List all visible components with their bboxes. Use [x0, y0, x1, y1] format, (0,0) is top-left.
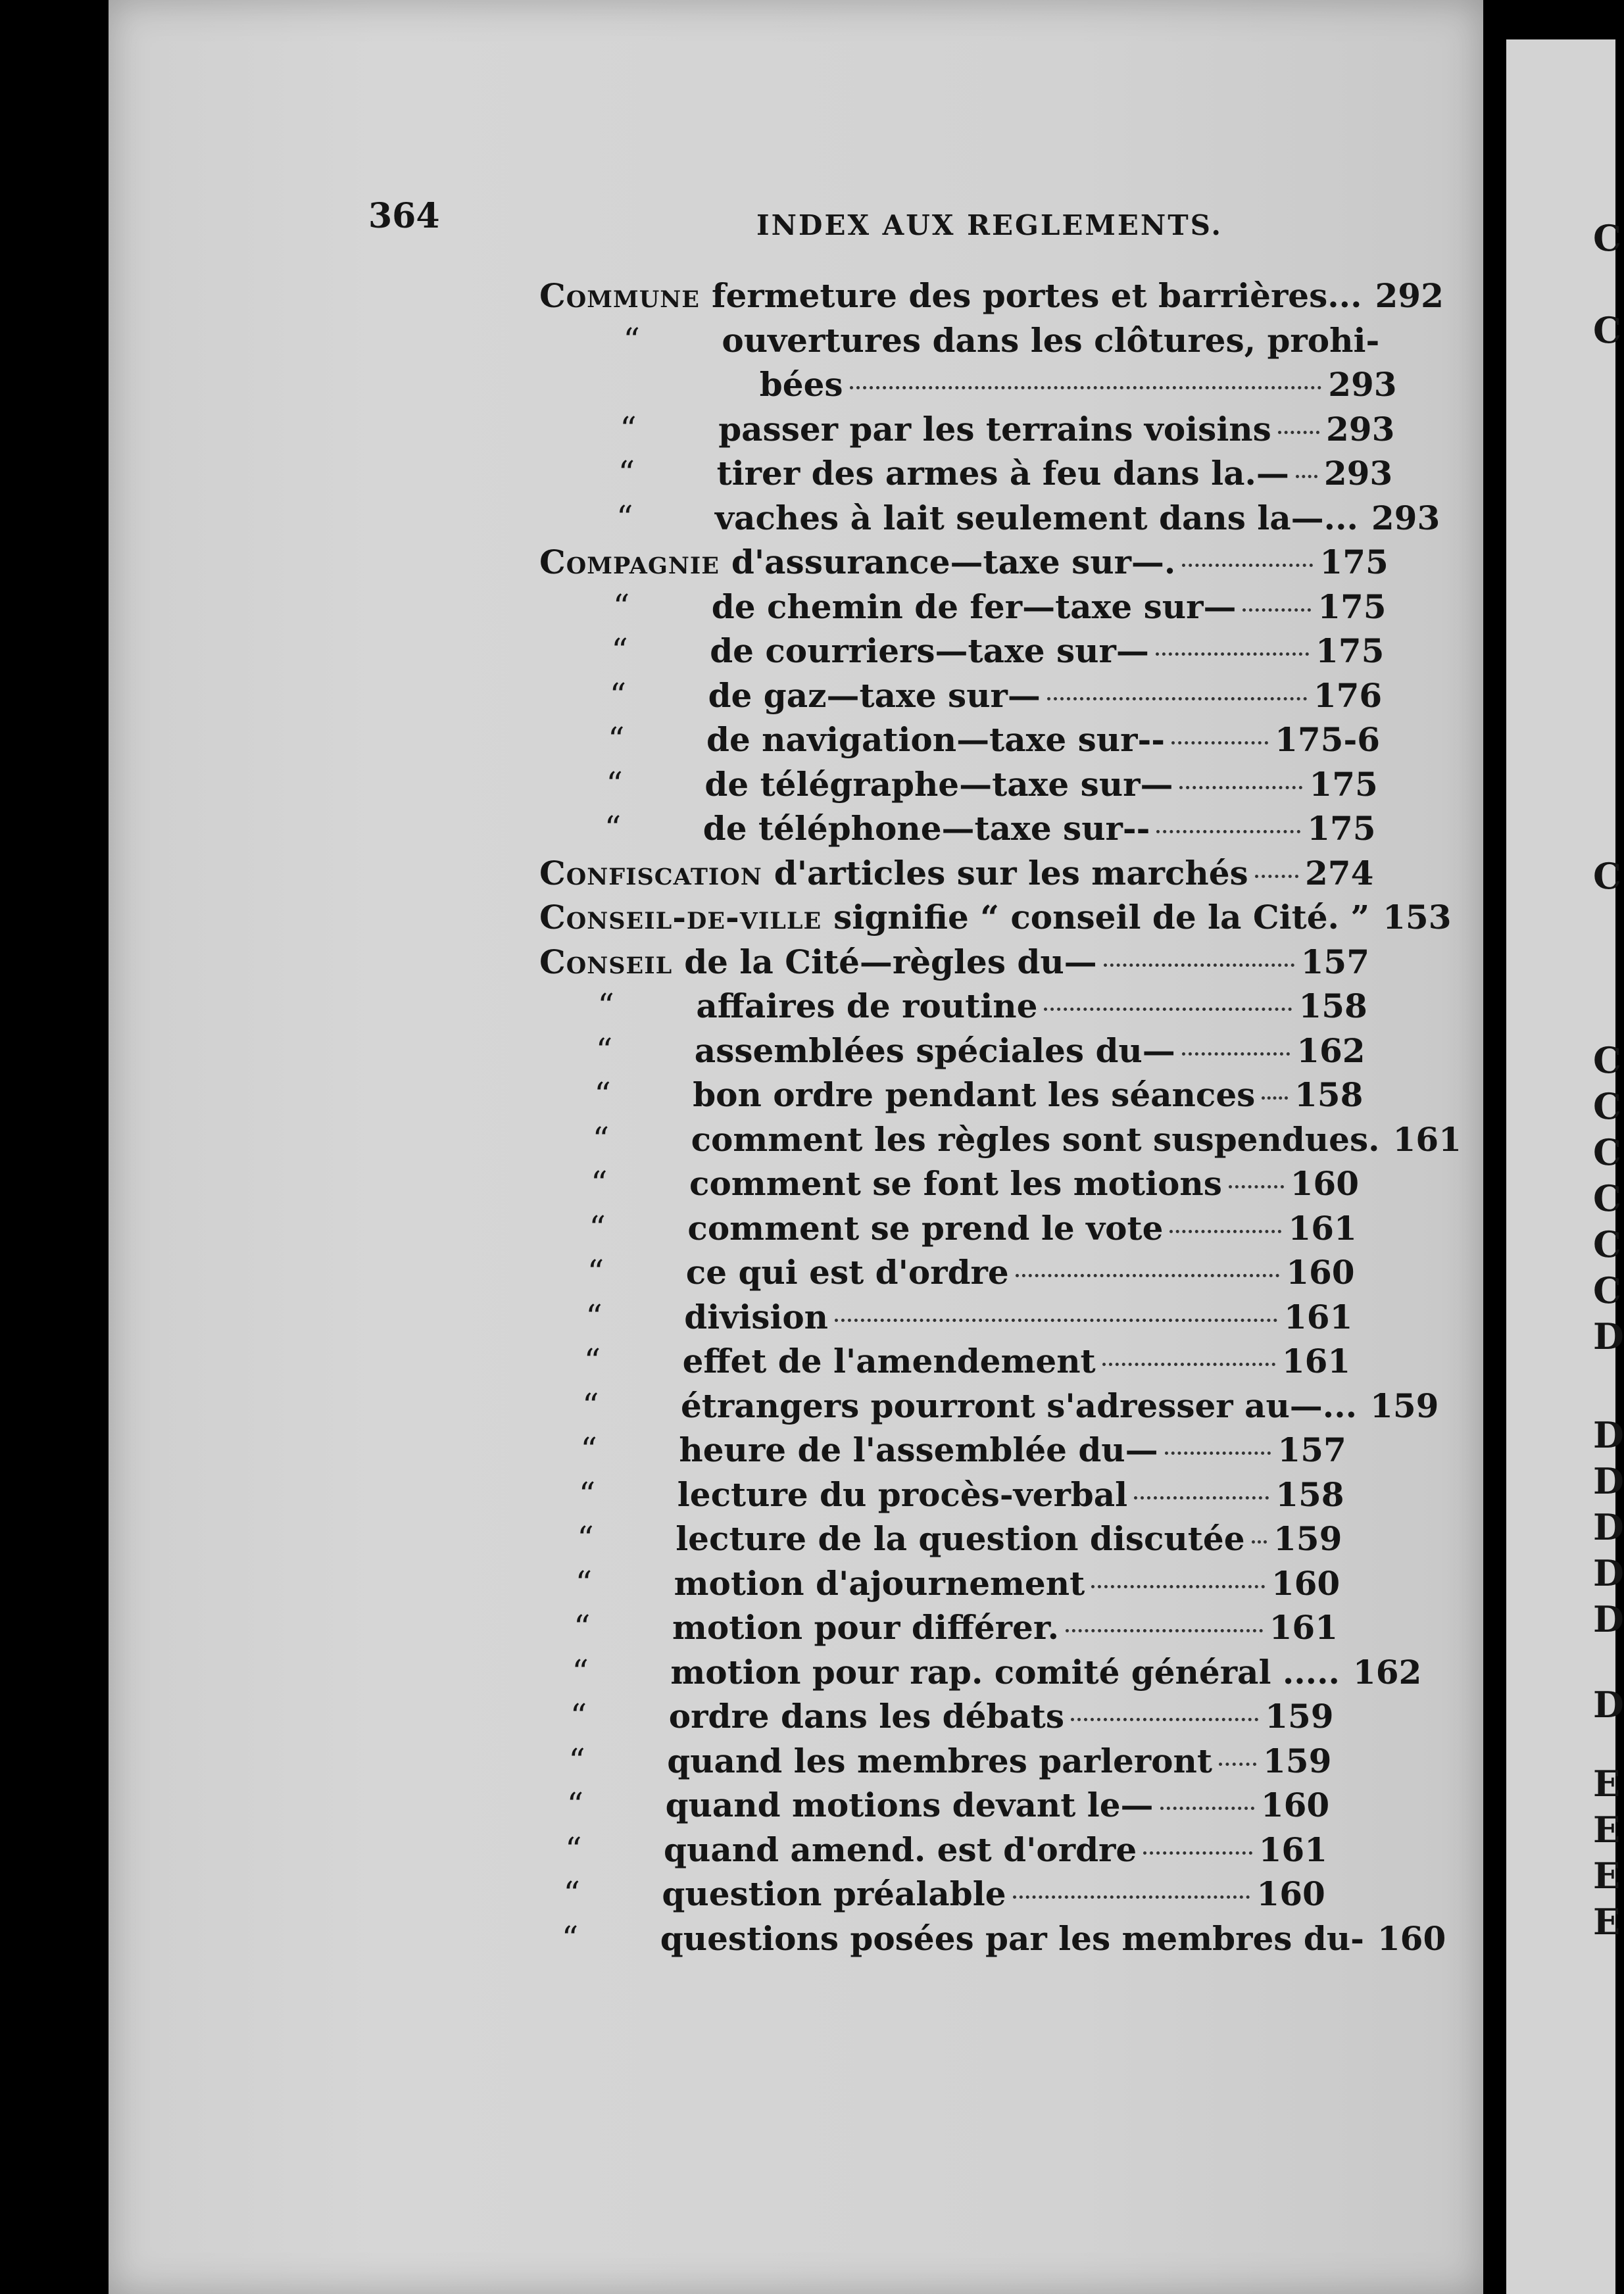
index-entry: [563, 1874, 1325, 1914]
entry-text: quand amend. est d'ordre: [664, 1830, 1137, 1869]
dot-leader: [1156, 830, 1300, 833]
page-reference: 158: [1275, 1475, 1344, 1514]
facing-page-letter: C: [1593, 1131, 1621, 1173]
entry-text: de courriers—taxe sur—: [710, 631, 1149, 670]
index-entry: [611, 631, 1385, 671]
ditto-mark: “: [565, 1830, 582, 1868]
page-reference: 161: [1258, 1830, 1327, 1869]
facing-page-letter: D: [1593, 1460, 1624, 1502]
index-entry: [568, 1741, 1332, 1781]
dot-leader: [1171, 741, 1268, 744]
index-entry: [592, 1119, 1462, 1159]
ditto-mark: “: [608, 720, 625, 758]
index-entry: [580, 1430, 1346, 1470]
entry-text: passer par les terrains voisins: [718, 409, 1271, 449]
page-reference: 162: [1296, 1031, 1366, 1070]
facing-page-letter: D: [1593, 1414, 1624, 1456]
page-reference: 274: [1305, 853, 1374, 892]
entry-heading: Conseil: [539, 942, 673, 981]
ditto-mark: “: [563, 1874, 580, 1913]
index-entry: [539, 854, 1373, 893]
ditto-mark: “: [574, 1608, 591, 1646]
dot-leader: [835, 1319, 1277, 1322]
page-reference: 293: [1323, 454, 1393, 493]
entry-text: quand motions devant le—: [665, 1786, 1154, 1824]
page-reference: 161: [1269, 1608, 1338, 1647]
dot-leader: [1255, 875, 1298, 878]
index-entry: [539, 543, 1389, 582]
index-entry: [616, 498, 1440, 538]
entry-text: motion pour différer.: [672, 1608, 1059, 1647]
dot-leader: [1156, 652, 1309, 656]
dot-leader: [1296, 475, 1317, 478]
page-reference: 159: [1370, 1386, 1439, 1425]
dot-leader: [1243, 608, 1311, 612]
dot-leader: [1179, 786, 1302, 789]
ditto-mark: “: [580, 1430, 597, 1469]
facing-page-letter: C: [1593, 855, 1621, 897]
page-reference: 161: [1288, 1208, 1357, 1248]
page-reference: 175: [1317, 587, 1387, 626]
dot-leader: [1066, 1629, 1263, 1632]
page-reference: 160: [1271, 1563, 1341, 1603]
dot-leader: [1091, 1585, 1265, 1588]
facing-page-letter: C: [1593, 1223, 1621, 1265]
entry-text: d'articles sur les marchés: [774, 853, 1248, 892]
index-entry: [561, 1918, 1446, 1959]
ditto-mark: “: [561, 1918, 579, 1957]
dot-leader: [1278, 431, 1319, 434]
page-reference: 176: [1313, 675, 1383, 715]
facing-page-letter: D: [1593, 1552, 1624, 1594]
dot-leader: [1013, 1895, 1250, 1899]
dot-leader: [1143, 1851, 1252, 1855]
ditto-mark: “: [582, 1386, 599, 1425]
dot-leader: [850, 386, 1322, 389]
dot-leader: [1134, 1496, 1269, 1500]
index-entry: [565, 1830, 1327, 1870]
facing-page-letter: D: [1593, 1598, 1624, 1640]
page-reference: 293: [1371, 498, 1440, 537]
dot-leader: [1182, 564, 1313, 567]
dot-leader: [1044, 1008, 1292, 1011]
dot-leader: [1016, 1274, 1280, 1277]
page-reference: 159: [1265, 1697, 1334, 1736]
index-entry: [620, 409, 1395, 449]
index-entry: [589, 1208, 1357, 1248]
ditto-mark: “: [568, 1741, 585, 1780]
page-reference: 175: [1316, 631, 1385, 670]
entry-text: heure de l'assemblée du—: [679, 1430, 1158, 1469]
entry-heading: Conseil-de-ville: [539, 898, 822, 937]
index-entry: [591, 1164, 1359, 1204]
facing-page-letter: C: [1593, 1177, 1621, 1219]
entry-heading: Compagnie: [539, 543, 720, 581]
index-entry: [575, 1563, 1341, 1603]
index-entry: [606, 764, 1378, 804]
ditto-mark: “: [597, 987, 614, 1025]
page-reference: 160: [1286, 1253, 1355, 1292]
page-reference: 175: [1319, 543, 1389, 581]
index-entry: [539, 942, 1369, 982]
entry-text: questions posées par les membres du-: [660, 1918, 1364, 1958]
entry-text: comment se prend le vote: [687, 1208, 1164, 1248]
page-reference: 157: [1277, 1430, 1346, 1469]
entry-text: fermeture des portes et barrières...: [711, 276, 1362, 315]
ditto-mark: “: [589, 1208, 606, 1247]
ditto-mark: “: [616, 498, 633, 537]
entry-heading: Commune: [539, 276, 700, 315]
ditto-mark: “: [595, 1031, 613, 1069]
page-number: 364: [368, 196, 440, 236]
dot-leader: [1160, 1807, 1254, 1810]
dot-leader: [1165, 1452, 1271, 1455]
ditto-mark: “: [578, 1475, 596, 1513]
ditto-mark: “: [585, 1297, 603, 1336]
dot-leader: [1169, 1230, 1281, 1233]
ditto-mark: “: [572, 1652, 589, 1691]
dot-leader: [1219, 1763, 1256, 1766]
entry-text: signifie “ conseil de la Cité. ”: [833, 898, 1370, 937]
page-reference: 159: [1273, 1519, 1342, 1558]
facing-page-letter: D: [1593, 1684, 1624, 1726]
index-entry: [585, 1297, 1353, 1337]
dot-leader: [1071, 1718, 1258, 1721]
ditto-mark: “: [575, 1563, 593, 1602]
index-entry: [618, 454, 1393, 493]
index-entry: [574, 1608, 1338, 1647]
index-entry: [720, 365, 1397, 404]
page-reference: 161: [1281, 1342, 1351, 1380]
index-entry: [578, 1475, 1344, 1515]
dot-leader: [1262, 1096, 1288, 1100]
ditto-mark: “: [620, 409, 637, 448]
index-entry: [612, 587, 1387, 627]
facing-page-letter: D: [1593, 1506, 1624, 1548]
dot-leader: [1104, 964, 1294, 967]
facing-page-letter: E: [1593, 1763, 1621, 1805]
entry-text: comment les règles sont suspendues.: [691, 1119, 1380, 1159]
facing-page-letter: E: [1593, 1901, 1621, 1943]
ditto-mark: “: [611, 631, 628, 670]
entry-text: de chemin de fer—taxe sur—: [711, 587, 1237, 626]
entry-text: lecture du procès-verbal: [677, 1475, 1128, 1514]
index-entry: [587, 1253, 1355, 1292]
entry-text: d'assurance—taxe sur—.: [731, 543, 1176, 581]
entry-text: affaires de routine: [696, 987, 1038, 1025]
entry-text: ouvertures dans les clôtures, prohi-: [722, 320, 1380, 360]
entry-text: de téléphone—taxe sur--: [702, 809, 1150, 848]
page-reference: 292: [1375, 276, 1444, 315]
page-reference: 160: [1260, 1786, 1330, 1824]
entry-text: de la Cité—règles du—: [684, 942, 1097, 981]
ditto-mark: “: [592, 1119, 610, 1158]
dot-leader: [1102, 1363, 1275, 1366]
ditto-mark: “: [618, 454, 635, 492]
page-reference: 161: [1392, 1119, 1462, 1159]
entry-text: comment se font les motions: [689, 1164, 1222, 1203]
entry-text: question préalable: [662, 1874, 1006, 1913]
facing-page-letter: C: [1593, 1085, 1621, 1127]
ditto-mark: “: [594, 1075, 611, 1113]
index-entry: [583, 1342, 1351, 1381]
page-reference: 159: [1263, 1741, 1332, 1780]
page-reference: 175: [1309, 764, 1378, 804]
entry-text: lecture de la question discutée: [676, 1519, 1245, 1558]
page-reference: 160: [1290, 1164, 1359, 1203]
ditto-mark: “: [612, 587, 630, 625]
ditto-mark: “: [623, 320, 640, 359]
ditto-mark: “: [583, 1342, 601, 1380]
page-reference: 161: [1284, 1297, 1353, 1336]
page-reference: 158: [1294, 1075, 1364, 1114]
ditto-mark: “: [587, 1253, 604, 1291]
entry-heading: Confiscation: [539, 853, 762, 892]
dot-leader: [1229, 1185, 1284, 1188]
ditto-mark: “: [606, 764, 623, 803]
index-entry: [609, 675, 1383, 716]
index-entry: [582, 1386, 1439, 1426]
index-entry: [594, 1075, 1364, 1115]
page-reference: 162: [1352, 1652, 1422, 1692]
ditto-mark: “: [604, 809, 622, 847]
ditto-mark: “: [577, 1519, 594, 1557]
index-entry: [572, 1652, 1422, 1692]
index-entry: [597, 987, 1367, 1026]
page-reference: 175: [1307, 809, 1376, 848]
index-entry: [539, 276, 1444, 316]
index-entry: [604, 809, 1376, 848]
facing-page-letter: E: [1593, 1855, 1621, 1897]
page-reference: 153: [1383, 898, 1452, 937]
dot-leader: [1252, 1540, 1267, 1544]
running-title: INDEX AUX REGLEMENTS.: [756, 209, 1223, 241]
entry-text: motion pour rap. comité général .....: [670, 1652, 1340, 1692]
ditto-mark: “: [609, 675, 627, 714]
entry-text: bées: [759, 365, 843, 404]
entry-text: assemblées spéciales du—: [694, 1031, 1175, 1070]
entry-text: étrangers pourront s'adresser au—...: [681, 1386, 1358, 1425]
facing-page-letter: C: [1593, 309, 1621, 351]
entry-text: quand les membres parleront: [667, 1741, 1212, 1780]
index-entry: [566, 1786, 1330, 1825]
facing-page-letter: C: [1593, 1039, 1621, 1081]
ditto-mark: “: [591, 1164, 608, 1202]
ditto-mark: “: [570, 1697, 587, 1735]
entry-text: de gaz—taxe sur—: [708, 675, 1041, 715]
facing-page-letter: E: [1593, 1809, 1621, 1851]
index-entry: [623, 320, 1398, 360]
entry-text: division: [684, 1297, 829, 1336]
facing-page-letter: C: [1593, 217, 1621, 259]
entry-text: effet de l'amendement: [682, 1342, 1096, 1380]
index-entry: [570, 1697, 1334, 1736]
entry-text: vaches à lait seulement dans la—...: [715, 498, 1358, 537]
entry-text: ce qui est d'ordre: [685, 1253, 1009, 1292]
entry-text: ordre dans les débats: [668, 1697, 1065, 1736]
page-reference: 158: [1298, 987, 1367, 1025]
page-reference: 175-6: [1275, 720, 1380, 759]
entry-text: bon ordre pendant les séances: [693, 1075, 1256, 1114]
entry-text: de télégraphe—taxe sur—: [704, 764, 1173, 804]
dot-leader: [1047, 697, 1307, 700]
index-entry: [608, 720, 1380, 760]
index-entry: [577, 1519, 1342, 1559]
page-reference: 160: [1377, 1918, 1446, 1958]
index-entry: [595, 1031, 1366, 1071]
facing-page-letter: C: [1593, 1269, 1621, 1311]
page-reference: 160: [1256, 1874, 1325, 1913]
ditto-mark: “: [566, 1786, 584, 1824]
page-reference: 293: [1326, 409, 1395, 449]
page-reference: 157: [1300, 942, 1369, 981]
facing-page-letter: D: [1593, 1315, 1624, 1357]
entry-text: motion d'ajournement: [674, 1563, 1085, 1603]
page-reference: 293: [1328, 365, 1397, 404]
dot-leader: [1182, 1052, 1290, 1056]
entry-text: de navigation—taxe sur--: [706, 720, 1165, 759]
index-entry: [539, 898, 1452, 937]
entry-text: tirer des armes à feu dans la.—: [716, 454, 1289, 493]
